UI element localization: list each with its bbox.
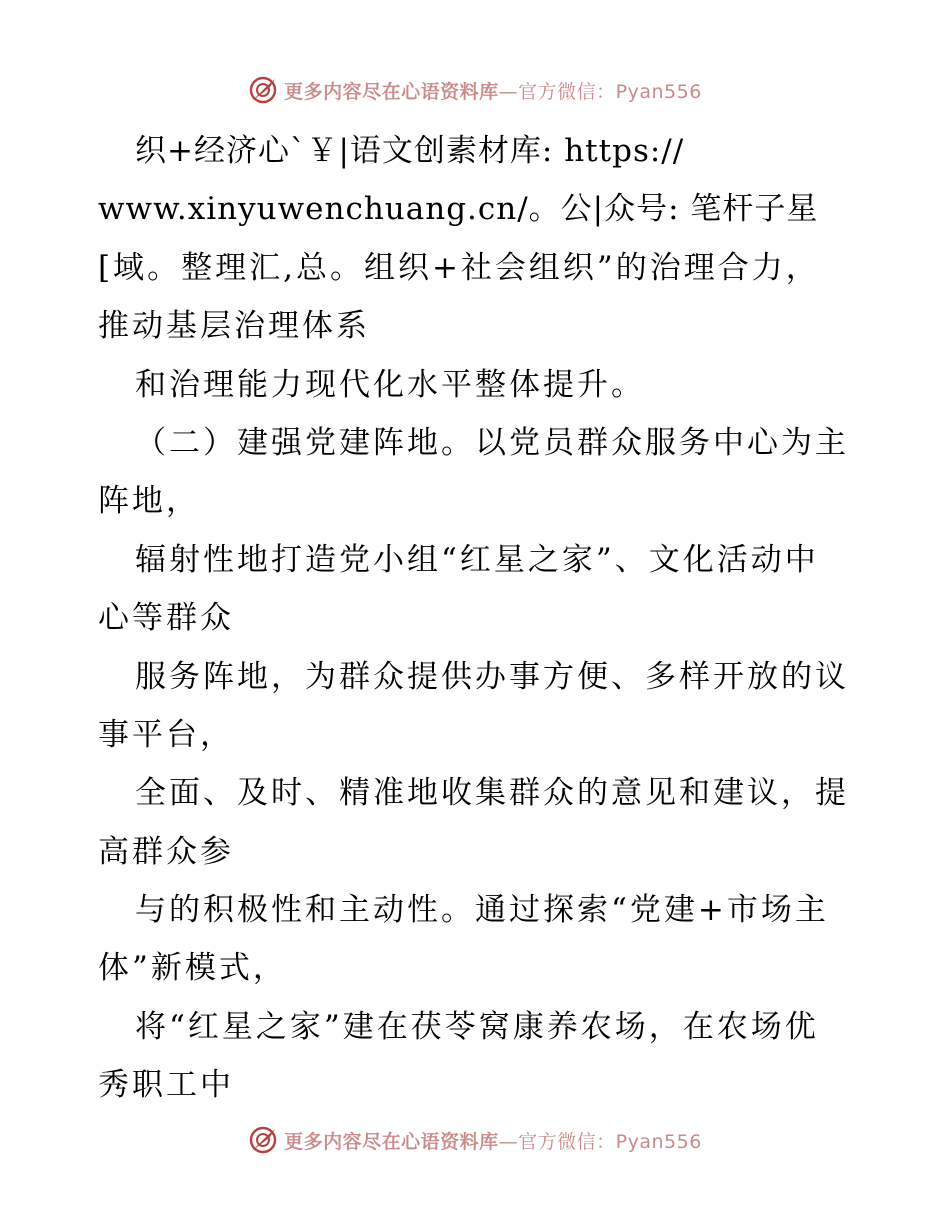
text-line: 心等群众 bbox=[98, 600, 234, 637]
text-line: www.xinyuwenchuang.cn/。公|众号: 笔杆子星 bbox=[98, 191, 819, 228]
quill-logo-icon bbox=[248, 75, 278, 105]
footer-watermark bbox=[0, 1122, 950, 1158]
text-line: 全面、及时、精准地收集群众的意见和建议，提 bbox=[135, 775, 849, 812]
watermark-text: 更多内容尽在心语资料库—官方微信：Pyan556 bbox=[284, 1130, 702, 1153]
text-line: [域。整理汇,总。组织+社会组织”的治理合力， bbox=[98, 249, 820, 286]
text-line: 织+经济心`￥|语文创素材库: https:// bbox=[135, 133, 685, 169]
watermark-text: 更多内容尽在心语资料库—官方微信：Pyan556 bbox=[284, 80, 702, 103]
text-line: 推动基层治理体系 bbox=[98, 308, 370, 345]
text-line: 服务阵地，为群众提供办事方便、多样开放的议 bbox=[135, 658, 849, 695]
text-line: （二）建强党建阵地。以党员群众服务中心为主 bbox=[135, 424, 849, 461]
text-line: 阵地， bbox=[98, 483, 200, 520]
text-line: 辐射性地打造党小组“红星之家”、文化活动中 bbox=[135, 541, 819, 578]
document-body bbox=[98, 122, 858, 1115]
text-line: 事平台， bbox=[98, 716, 234, 753]
text-line: 高群众参 bbox=[98, 833, 234, 870]
header-watermark bbox=[0, 72, 950, 108]
text-line: 与的积极性和主动性。通过探索“党建+市场主 bbox=[135, 892, 829, 929]
text-line: 和治理能力现代化水平整体提升。 bbox=[135, 366, 645, 403]
text-line: 将“红星之家”建在茯苓窝康养农场，在农场优 bbox=[135, 1008, 819, 1045]
quill-logo-icon bbox=[248, 1125, 278, 1155]
text-line: 体”新模式， bbox=[98, 950, 287, 987]
text-line: 秀职工中 bbox=[98, 1067, 234, 1104]
